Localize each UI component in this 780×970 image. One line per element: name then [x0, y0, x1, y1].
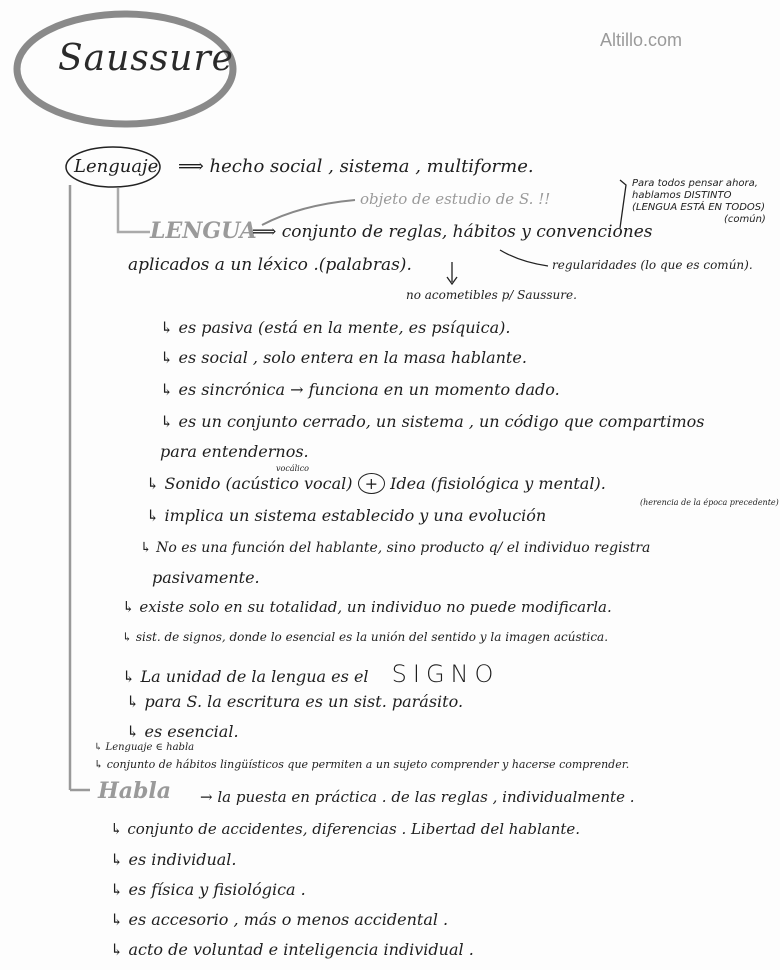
top-note-line: Para todos pensar ahora, — [632, 178, 758, 189]
no-acometibles-note: no acometibles p/ Saussure. — [406, 288, 577, 302]
list-item: ↳ es esencial. — [126, 722, 239, 741]
list-item: ↳ conjunto de accidentes, diferencias . Libertad del hablante. — [110, 820, 581, 838]
habla-word: Habla — [98, 778, 172, 804]
list-item: ↳ es un conjunto cerrado, un sistema , un código que compartimos — [160, 412, 705, 431]
idea-text: Idea (fisiológica y mental). — [390, 474, 606, 493]
list-item: ↳ implica un sistema establecido y una evolución — [146, 506, 547, 525]
vocal-superscript: vocálico — [276, 464, 309, 473]
herencia-note: (herencia de la época precedente) — [640, 498, 779, 507]
habla-definition: → la puesta en práctica . de las reglas , individualmente . — [200, 788, 635, 806]
list-item: ↳ es social , solo entera en la masa hablante. — [160, 348, 527, 367]
list-item: para entendernos. — [160, 442, 309, 461]
list-item: ↳ acto de voluntad e inteligencia individual . — [110, 940, 474, 959]
signo-word: SIGNO — [391, 660, 500, 688]
list-item: ↳ existe solo en su totalidad, un individuo no puede modificarla. — [122, 598, 612, 616]
lengua-word: LENGUA — [150, 218, 257, 244]
list-item: ↳ sist. de signos, donde lo esencial es la unión del sentido y la imagen acústica. — [122, 630, 609, 644]
unidad-text: ↳ La unidad de la lengua es el — [122, 667, 369, 686]
list-item: ↳ es pasiva (está en la mente, es psíquica). — [160, 318, 511, 337]
lenguaje-definition: ⟹ hecho social , sistema , multiforme. — [178, 156, 534, 177]
list-item: ↳ es sincrónica → funciona en un momento dado. — [160, 380, 560, 399]
watermark: Altillo.com — [600, 30, 683, 50]
list-item: ↳ Lenguaje ∈ habla — [94, 742, 195, 753]
top-note-line: (LENGUA ESTÁ EN TODOS) — [632, 202, 766, 213]
aplicados-line: aplicados a un léxico .(palabras). — [128, 255, 412, 275]
plus-sign: + — [358, 473, 385, 494]
list-item: ↳ No es una función del hablante, sino producto q/ el individuo registra — [140, 540, 651, 556]
regularidades-note: regularidades (lo que es común). — [552, 258, 753, 272]
lengua-definition: ⟹ conjunto de reglas, hábitos y convenciones — [252, 222, 653, 242]
list-item: pasivamente. — [152, 568, 260, 587]
sonido-text: ↳ Sonido (acústico vocal) — [146, 474, 353, 493]
list-item: ↳ para S. la escritura es un sist. parásito. — [126, 692, 464, 711]
top-note-line: (común) — [724, 214, 766, 225]
page-title: Saussure — [58, 38, 234, 79]
lengua-branch — [118, 188, 150, 232]
list-item: ↳ conjunto de hábitos lingüísticos que permiten a un sujeto comprender y hacerse comprender. — [94, 758, 630, 771]
list-item: ↳ es individual. — [110, 850, 237, 869]
list-item: ↳ es accesorio , más o menos accidental . — [110, 910, 449, 929]
objeto-note: objeto de estudio de S. !! — [360, 190, 551, 208]
list-item: ↳ es física y fisiológica . — [110, 880, 306, 899]
list-item — [122, 660, 499, 688]
top-note-line: hablamos DISTINTO — [632, 190, 732, 201]
top-note — [632, 178, 766, 226]
lenguaje-word: Lenguaje — [74, 156, 159, 177]
list-item — [146, 473, 606, 494]
